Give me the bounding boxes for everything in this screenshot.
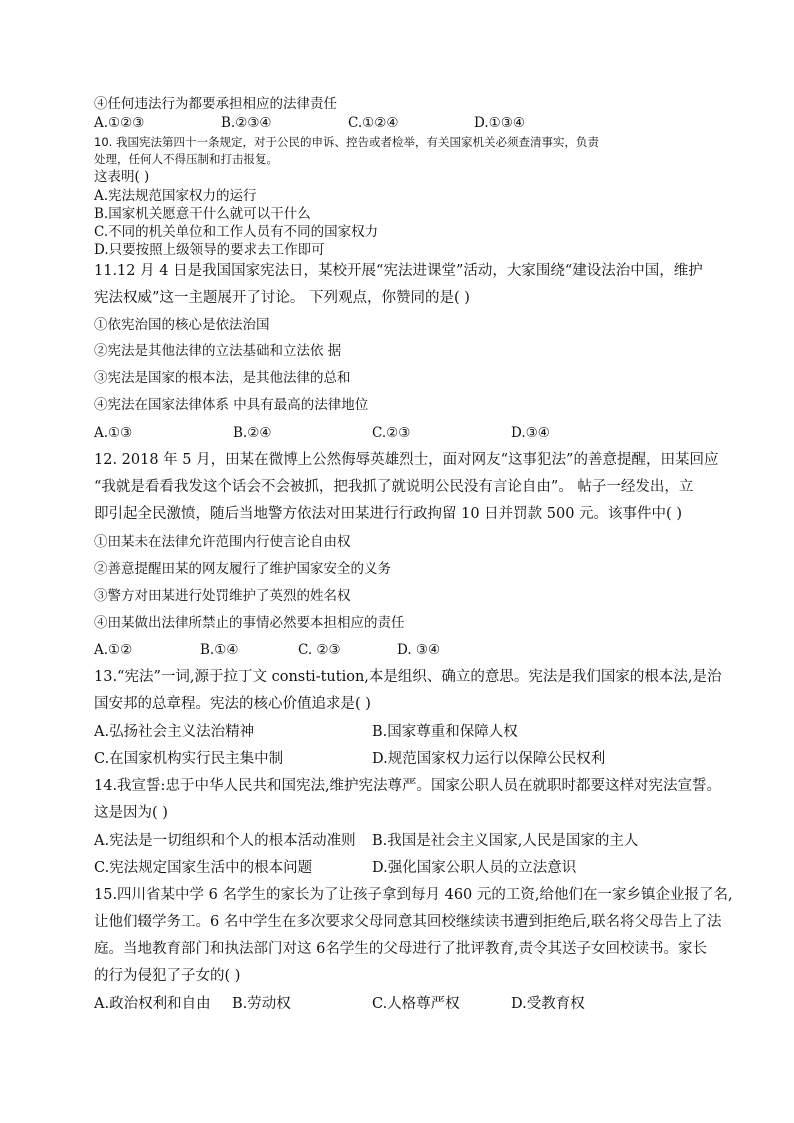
q11-option-d: D.③④ [511, 425, 550, 441]
q9-statement-4: ④任何违法行为都要承担相应的法律责任 [94, 96, 337, 112]
q14-option-b: B.我国是社会主义国家,人民是国家的主人 [372, 833, 639, 849]
q10-stem-line-2: 处理，任何人不得压制和打击报复。 [94, 152, 278, 166]
q12-stem-line-3: 即引起全民激愤，随后当地警方依法对田某进行行政拘留 10 日并罚款 500 元。该事件中( ) [94, 506, 682, 522]
q12-statement-1: ①田某未在法律允许范围内行使言论自由权 [94, 534, 351, 550]
q11-stem-line-1: 11.12 月 4 日是我国国家宪法日，某校开展“宪法进课堂”活动，大家围绕“建设法治中国，维护 [94, 263, 703, 279]
q9-option-d: D.①③④ [474, 115, 525, 131]
q11-option-a: A.①③ [94, 425, 133, 441]
q14-option-a: A.宪法是一切组织和个人的根本活动准则 [94, 833, 356, 849]
q14-stem-line-2: 这是因为( ) [94, 805, 168, 821]
q15-option-c: C.人格尊严权 [372, 996, 460, 1012]
q12-statement-2: ②善意提醒田某的网友履行了维护国家安全的义务 [94, 561, 391, 577]
q11-statement-4: ④宪法在国家法律体系 中具有最高的法律地位 [94, 397, 369, 413]
q12-option-b: B.①④ [200, 642, 239, 658]
q13-option-c: C.在国家机构实行民主集中制 [94, 751, 284, 767]
q11-statement-2: ②宪法是其他法律的立法基础和立法依 据 [94, 343, 342, 359]
q11-statement-1: ①依宪治国的核心是依法治国 [94, 317, 270, 333]
q11-option-c: C.②③ [372, 425, 411, 441]
q10-option-a: A.宪法规范国家权力的运行 [94, 188, 257, 204]
q13-option-a: A.弘扬社会主义法治精神 [94, 724, 255, 740]
q14-option-d: D.强化国家公职人员的立法意识 [372, 860, 577, 876]
q11-statement-3: ③宪法是国家的根本法，是其他法律的总和 [94, 370, 351, 386]
q11-stem-line-2: 宪法权威”这一主题展开了讨论。 下列观点，你赞同的是( ) [94, 290, 470, 306]
q9-option-a: A.①②③ [94, 115, 145, 131]
q13-option-d: D.规范国家权力运行以保障公民权利 [372, 751, 606, 767]
q15-option-b: B.劳动权 [232, 996, 291, 1012]
q10-option-d: D.只要按照上级领导的要求去工作即可 [94, 242, 325, 258]
q14-stem-line-1: 14.我宣誓:忠于中华人民共和国宪法,维护宪法尊严。国家公职人员在就职时都要这样对宪法宣誓。 [94, 778, 722, 794]
q12-stem-line-1: 12. 2018 年 5 月，田某在微博上公然侮辱英雄烈士，面对网友“这事犯法”的善意提醒，田某回应 [94, 452, 719, 468]
q9-option-b: B.②③④ [221, 115, 272, 131]
q12-option-c: C. ②③ [298, 642, 341, 658]
q15-stem-line-2: 让他们辍学务工。6 名中学生在多次要求父母同意其回校继续读书遭到拒绝后,联名将父母告上了法 [94, 914, 722, 930]
q11-option-b: B.②④ [233, 425, 272, 441]
q12-option-a: A.①② [94, 642, 133, 658]
q15-stem-line-3: 庭。当地教育部门和执法部门对这 6名学生的父母进行了批评教育,责令其送子女回校读书。家长 [94, 941, 707, 957]
q12-stem-line-2: “我就是看看我发这个话会不会被抓，把我抓了就说明公民没有言论自由”。 帖子一经发出，立 [94, 479, 694, 495]
q9-option-c: C.①②④ [348, 115, 399, 131]
q15-stem-line-1: 15.四川省某中学 6 名学生的家长为了让孩子拿到每月 460 元的工资,给他们在一家乡镇企业报了名, [94, 887, 733, 903]
q13-option-b: B.国家尊重和保障人权 [372, 724, 518, 740]
q10-option-b: B.国家机关愿意干什么就可以干什么 [94, 206, 311, 222]
q15-option-a: A.政治权利和自由 [94, 996, 211, 1012]
q10-option-c: C.不同的机关单位和工作人员有不同的国家权力 [94, 224, 379, 240]
q12-statement-4: ④田某做出法律所禁止的事情必然要本担相应的责任 [94, 615, 405, 631]
q15-stem-line-4: 的行为侵犯了子女的( ) [94, 968, 241, 984]
q15-option-d: D.受教育权 [511, 996, 585, 1012]
q13-stem-line-1: 13.“宪法”一词,源于拉丁文 consti-tution,本是组织、确立的意思。宪法是我们国家的根本法,是治 [94, 669, 722, 685]
q14-option-c: C.宪法规定国家生活中的根本问题 [94, 860, 313, 876]
q12-statement-3: ③警方对田某进行处罚维护了英烈的姓名权 [94, 588, 351, 604]
q10-stem-line-3: 这表明( ) [94, 169, 150, 185]
q12-option-d: D. ③④ [397, 642, 441, 658]
q10-stem-line-1: 10. 我国宪法第四十一条规定，对于公民的申诉、控告或者检举，有关国家机关必须查清事实，负责 [94, 135, 599, 149]
q13-stem-line-2: 国安邦的总章程。宪法的核心价值追求是( ) [94, 696, 371, 712]
